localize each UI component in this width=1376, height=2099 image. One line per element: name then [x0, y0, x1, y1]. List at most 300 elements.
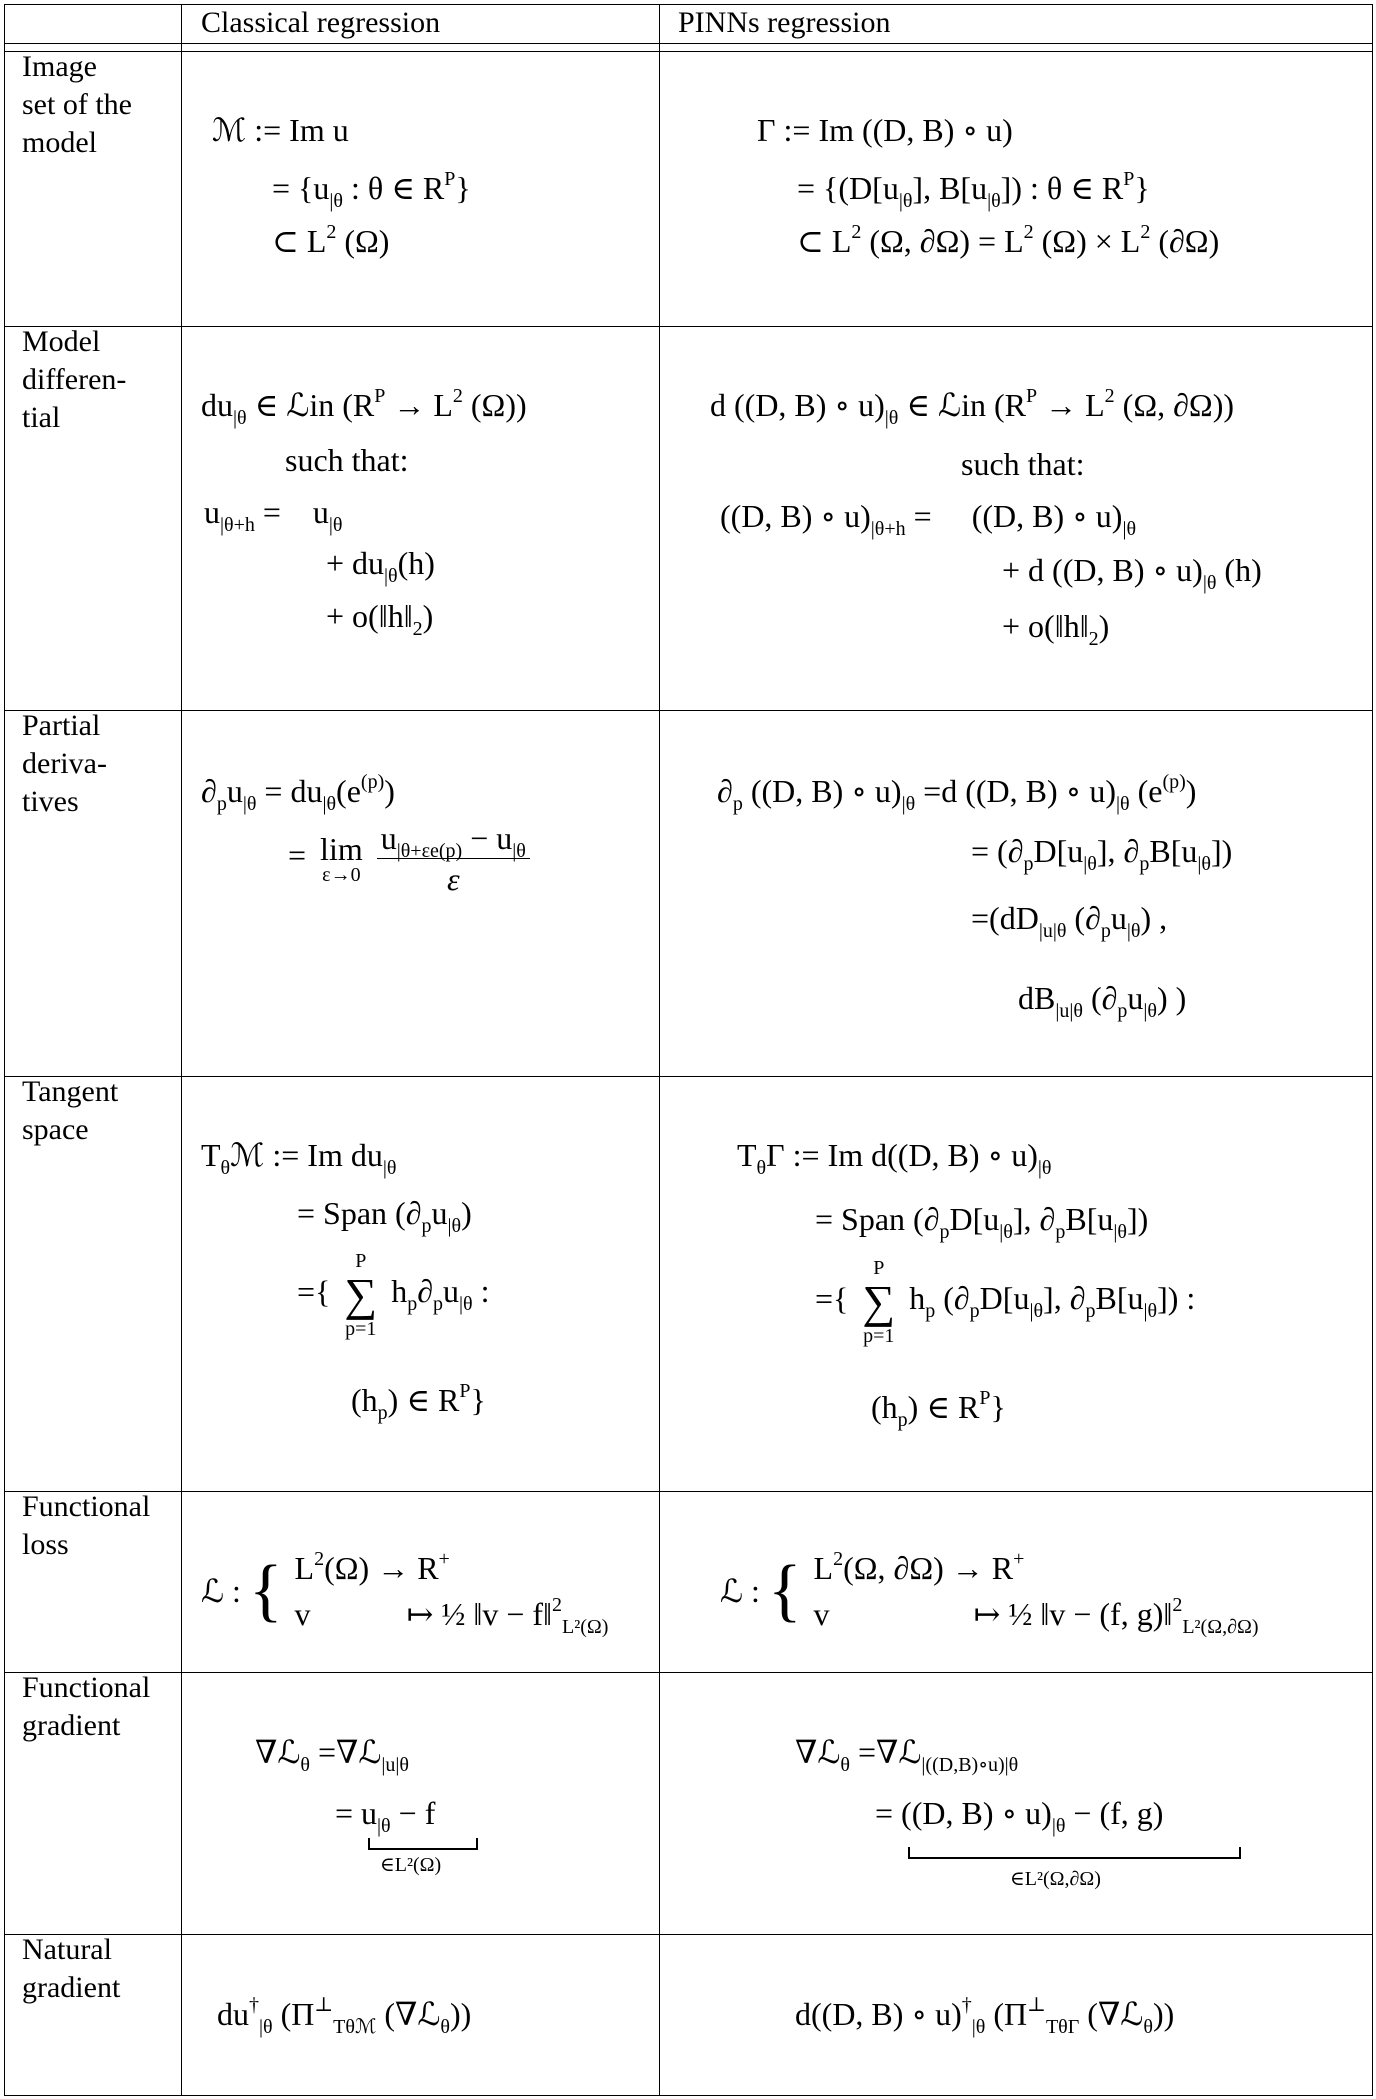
math-superscript: + [438, 1548, 450, 1570]
math-line [795, 1730, 1018, 1774]
math-text: (Ω, ∂Ω) = L [861, 223, 1024, 259]
math-line [204, 490, 343, 534]
math-line [326, 541, 435, 585]
math-text: (Ω) [336, 223, 390, 259]
label-line: differen- [22, 363, 127, 396]
underbrace-label: ∈L²(Ω) [380, 1854, 442, 1876]
math-text: ∂ [717, 773, 733, 809]
left-brace: { [767, 1552, 802, 1629]
math-text: u [1127, 980, 1144, 1016]
underbrace [908, 1847, 1241, 1859]
math-text: h [909, 1280, 926, 1317]
label-line: model [22, 126, 97, 159]
math-text: ]) [1210, 833, 1233, 869]
math-text: + o(‖h‖ [1002, 608, 1089, 644]
math-superscript: ⊥ [1027, 1994, 1046, 2016]
math-line [201, 383, 527, 427]
math-superscript: ⊥ [314, 1994, 334, 2016]
math-subscript: |θ [971, 2016, 986, 2038]
math-text: (Ω) × L [1033, 223, 1141, 259]
equals-sign: = [288, 836, 307, 873]
math-text: (Ω, ∂Ω)) [1114, 387, 1234, 423]
math-superscript: 2 [552, 1594, 563, 1616]
math-line [737, 1133, 1051, 1177]
math-superscript: † [961, 1994, 972, 2016]
math-text: = ((D, B) ∘ u) [905, 498, 1123, 534]
lim-text: lim [320, 830, 363, 867]
math-text: : θ ∈ R [343, 170, 445, 206]
row-label-model-differential [22, 323, 126, 437]
math-text: ((D, B) ∘ u) [742, 773, 902, 809]
math-text: (h [351, 1382, 378, 1418]
math-text: ⊂ L [797, 223, 852, 259]
row-label-tangent-space [22, 1073, 118, 1149]
math-text: d((D, B) ∘ u) [795, 1996, 962, 2032]
math-subscript: |θ [328, 514, 343, 536]
sum-symbol: ∑ [344, 1269, 378, 1320]
math-line [201, 1133, 396, 1177]
mapping-rule [814, 1591, 1259, 1637]
math-subscript: L²(Ω,∂Ω) [1182, 1616, 1259, 1638]
math-subscript: |θ+εe(p) [396, 840, 463, 862]
math-line [815, 1197, 1148, 1241]
row-border [4, 51, 1373, 52]
loss-lhs: ℒ : [720, 1573, 760, 1609]
row-label-natural-gradient [22, 1931, 120, 2007]
math-subscript: |θ [999, 1221, 1013, 1243]
math-subscript: |θ [1143, 1300, 1158, 1323]
math-subscript: |u|θ [1055, 1000, 1083, 1022]
label-line: Image [22, 50, 97, 83]
math-superscript: P [444, 168, 456, 190]
math-text: = Span (∂ [297, 1195, 422, 1231]
underbrace [368, 1838, 478, 1850]
set-open: ={ [815, 1280, 849, 1317]
row-border [4, 1076, 1373, 1077]
math-subscript: p [1023, 853, 1034, 875]
math-line [351, 1378, 486, 1422]
loss-definition-pinns [720, 1545, 1259, 1637]
math-subscript: |θ [242, 793, 257, 815]
column-border [181, 4, 182, 2096]
math-text: ], ∂ [1096, 833, 1140, 869]
math-line [1002, 548, 1262, 592]
math-subscript: p [939, 1221, 950, 1243]
math-text: (∂Ω) [1150, 223, 1220, 259]
math-text: =∇ℒ [849, 1734, 922, 1770]
math-text: )) [450, 1996, 472, 2032]
math-superscript: (p) [1162, 771, 1186, 793]
math-subscript: θ [1143, 2016, 1153, 2038]
math-text: ]) [1126, 1201, 1149, 1237]
math-subscript: |u|θ [381, 1754, 410, 1776]
math-subscript: |θ [259, 2016, 273, 2038]
summation [862, 1257, 895, 1347]
math-line [971, 829, 1232, 873]
math-text: =(dD [971, 900, 1039, 936]
math-text: = {u [272, 170, 330, 206]
math-text: ) [384, 773, 395, 809]
math-text: T [201, 1137, 221, 1173]
math-subscript: |θ [987, 190, 1001, 212]
math-text: such that: [285, 442, 409, 478]
math-text: − u [462, 820, 513, 856]
math-text: ) [1185, 773, 1197, 809]
sum-expression [297, 1250, 490, 1340]
math-text: ∈ ℒin (R [246, 387, 375, 423]
math-subscript: |θ [1143, 1000, 1157, 1022]
header-pinns-regression: PINNs regression [678, 6, 891, 39]
math-text: v ↦ ½ ‖v − (f, g)‖ [813, 1596, 1173, 1632]
math-line [335, 1791, 435, 1835]
math-subscript: |θ [322, 793, 337, 815]
math-superscript: 2 [1172, 1594, 1183, 1616]
math-subscript: |θ [1051, 1815, 1066, 1837]
math-text: − f [390, 1795, 436, 1831]
math-subscript: |θ [1122, 518, 1137, 540]
math-subscript: p [377, 1402, 388, 1424]
math-superscript: 2 [1140, 221, 1151, 243]
math-subscript: p [969, 1300, 980, 1323]
math-text: L [294, 1550, 315, 1586]
math-line [720, 494, 1136, 538]
column-border [4, 4, 5, 2096]
math-text: u [1110, 900, 1127, 936]
math-superscript: 2 [851, 221, 862, 243]
math-text: dB [1018, 980, 1056, 1016]
math-subscript: 2 [412, 618, 423, 640]
math-text: (∇ℒ [1079, 1996, 1144, 2032]
math-line [297, 1191, 472, 1235]
math-superscript: 2 [326, 221, 337, 243]
math-subscript: |θ [382, 1157, 397, 1179]
math-text: = {(D[u [797, 170, 899, 206]
math-subscript: p [1055, 1221, 1066, 1243]
math-subscript: |θ [1115, 793, 1130, 815]
math-subscript: |θ [1037, 1157, 1052, 1179]
math-text: → L [385, 387, 453, 423]
math-text: B[u [1149, 833, 1198, 869]
math-line [795, 1992, 1174, 2036]
math-superscript: 2 [1104, 385, 1115, 407]
math-subscript: 2 [1088, 628, 1099, 650]
math-text: } [1134, 170, 1150, 206]
math-text: + du [326, 545, 385, 581]
label-line: set of the [22, 88, 132, 121]
math-line [285, 438, 409, 482]
math-text: v ↦ ½ ‖v − f‖ [294, 1596, 553, 1632]
math-text: D[u [979, 1280, 1030, 1317]
label-line: Functional [22, 1490, 151, 1523]
math-text: d ((D, B) ∘ u) [710, 387, 885, 423]
sum-lower-limit: p=1 [345, 1318, 377, 1340]
mapping-domain [814, 1545, 1259, 1591]
math-subscript: |θ [884, 407, 899, 429]
math-superscript: 2 [452, 385, 463, 407]
math-superscript: P [1025, 385, 1038, 407]
label-line: Tangent [22, 1075, 119, 1108]
math-text: } [455, 170, 471, 206]
math-text: Γ := Im d((D, B) ∘ u) [766, 1137, 1038, 1173]
column-border [659, 4, 660, 2096]
piecewise-lines [814, 1545, 1259, 1637]
table-bottom-border [4, 2095, 1373, 2096]
math-subscript: |θ [1197, 853, 1211, 875]
column-border [1372, 4, 1373, 2096]
loss-lhs: ℒ : [201, 1573, 241, 1609]
math-subscript: p [732, 793, 743, 815]
math-subscript: |θ [377, 1815, 391, 1837]
math-superscript: P [374, 385, 386, 407]
math-subscript: θ [220, 1157, 231, 1179]
math-text: (e [336, 773, 361, 809]
math-line [217, 1992, 471, 2036]
math-text: ]) : [1157, 1280, 1196, 1317]
math-subscript: |θ [898, 190, 913, 212]
math-superscript: 2 [314, 1548, 325, 1570]
math-subscript: p [925, 1300, 936, 1323]
math-subscript: |θ [901, 793, 916, 815]
math-text: ∂ [201, 773, 217, 809]
math-text: du [201, 387, 233, 423]
math-subscript: p [216, 793, 227, 815]
math-text: Γ := Im ((D, B) ∘ u) [757, 112, 1013, 148]
label-line: tives [22, 785, 79, 818]
math-text: (Ω) → R [324, 1550, 439, 1586]
math-line [961, 442, 1085, 486]
row-border [4, 710, 1373, 711]
limit-operator [320, 830, 363, 886]
math-text: ) [461, 1195, 472, 1231]
set-open: ={ [297, 1273, 331, 1310]
sum-upper-limit: P [873, 1257, 885, 1279]
math-text: =∇ℒ [309, 1734, 382, 1770]
loss-definition-classical [201, 1545, 608, 1637]
label-line: tial [22, 401, 61, 434]
math-text: : [472, 1273, 490, 1310]
math-superscript: (p) [360, 771, 385, 793]
sum-body [909, 1280, 1196, 1323]
math-text: ⊂ L [272, 223, 327, 259]
underbrace-label: ∈L²(Ω,∂Ω) [1010, 1868, 1101, 1890]
math-text: ]) : θ ∈ R [1000, 170, 1124, 206]
label-line: gradient [22, 1971, 121, 2004]
math-text: (e [1129, 773, 1163, 809]
math-subscript: TθΓ [1045, 2016, 1080, 2038]
math-text: u [443, 1273, 460, 1310]
math-line [1018, 976, 1186, 1020]
math-line [871, 1385, 1006, 1429]
math-text: = du [256, 773, 323, 809]
math-text: } [990, 1389, 1006, 1425]
header-classical-regression: Classical regression [201, 6, 441, 39]
math-text: ], ∂ [1043, 1280, 1086, 1317]
math-subscript: p [1117, 1000, 1128, 1022]
math-text: D[u [949, 1201, 1000, 1237]
math-text: (h [871, 1389, 898, 1425]
label-line: gradient [22, 1709, 121, 1742]
mapping-domain [295, 1545, 609, 1591]
row-label-functional-loss [22, 1488, 150, 1564]
math-superscript: P [459, 1380, 471, 1402]
math-text: (h) [1216, 552, 1262, 588]
math-text: (∇ℒ [376, 1996, 441, 2032]
left-brace: { [248, 1552, 283, 1629]
math-subscript: |θ [1202, 572, 1217, 594]
math-line [797, 219, 1219, 263]
math-text: )) [1152, 1996, 1175, 2032]
math-superscript: P [1123, 168, 1135, 190]
math-text: → L [1037, 387, 1105, 423]
math-text: =d ((D, B) ∘ u) [915, 773, 1116, 809]
sum-lower-limit: p=1 [863, 1325, 895, 1347]
math-text: ) ∈ R [907, 1389, 980, 1425]
math-line [971, 896, 1167, 940]
math-text: B[u [1065, 1201, 1114, 1237]
math-subscript: θ [300, 1754, 310, 1776]
math-text: (∂ [1066, 900, 1101, 936]
row-label-partial-derivatives [22, 707, 107, 821]
math-text: ∈ ℒin (R [898, 387, 1026, 423]
math-subscript: p [421, 1215, 432, 1237]
math-superscript: + [1013, 1548, 1025, 1570]
limit-expression [288, 818, 530, 899]
math-subscript: |θ [1126, 920, 1141, 942]
math-subscript: |θ [384, 565, 398, 587]
math-line [797, 166, 1150, 210]
fraction [377, 818, 530, 899]
math-line [272, 166, 471, 210]
math-text: (Π [985, 1996, 1028, 2032]
fraction-denominator: ε [446, 861, 460, 897]
math-line [1002, 604, 1109, 648]
math-text: (Ω)) [462, 387, 527, 423]
math-subscript: p [897, 1409, 908, 1431]
row-border [4, 326, 1373, 327]
math-text: = ((D, B) ∘ u) [875, 1795, 1052, 1831]
math-subscript: |u|θ [1038, 920, 1067, 942]
math-subscript: |θ+h [220, 514, 255, 536]
math-line [710, 383, 1234, 427]
math-text: B[u [1095, 1280, 1144, 1317]
table-top-border [4, 4, 1373, 5]
math-text: ℳ := Im u [212, 112, 349, 148]
math-line [272, 219, 389, 263]
math-subscript: p [1139, 853, 1150, 875]
row-border [4, 1934, 1373, 1935]
math-text: ∂ [417, 1273, 434, 1310]
math-text: h [391, 1273, 408, 1310]
math-text: (h) [397, 545, 435, 581]
math-subscript: p [433, 1293, 444, 1316]
math-line [757, 108, 1013, 152]
math-subscript: |θ [1029, 1300, 1044, 1323]
math-subscript: |θ [1083, 853, 1097, 875]
piecewise-lines [295, 1545, 609, 1637]
math-line [326, 594, 433, 638]
math-subscript: θ [840, 1754, 850, 1776]
row-border [4, 1672, 1373, 1673]
math-text: (∂ [1082, 980, 1118, 1016]
mapping-rule [295, 1591, 609, 1637]
math-text: (Π [272, 1996, 315, 2032]
math-superscript: † [249, 1994, 259, 2016]
math-text: T [737, 1137, 757, 1173]
math-text: − (f, g) [1065, 1795, 1164, 1831]
math-text: u [226, 773, 243, 809]
math-line [201, 769, 395, 813]
math-subscript: |θ [1113, 1221, 1127, 1243]
math-text: = (∂ [971, 833, 1024, 869]
math-superscript: P [979, 1387, 991, 1409]
math-text: ) , [1140, 900, 1168, 936]
math-text: (Ω, ∂Ω) → R [843, 1550, 1014, 1586]
math-subscript: L²(Ω) [562, 1616, 609, 1638]
math-text: ], B[u [912, 170, 988, 206]
sum-symbol: ∑ [862, 1276, 896, 1327]
row-label-functional-gradient [22, 1669, 150, 1745]
label-line: Natural [22, 1933, 112, 1966]
math-text: u [431, 1195, 448, 1231]
label-line: space [22, 1113, 89, 1146]
math-line [875, 1791, 1163, 1835]
label-line: loss [22, 1528, 69, 1561]
math-line [212, 108, 349, 152]
label-line: Partial [22, 709, 101, 742]
math-text: + o(‖h‖ [326, 598, 413, 634]
math-text: + d ((D, B) ∘ u) [1002, 552, 1203, 588]
label-line: deriva- [22, 747, 107, 780]
math-text: ∇ℒ [255, 1734, 301, 1770]
math-subscript: Tθℳ [333, 2016, 377, 2038]
fraction-numerator [377, 818, 530, 862]
math-subscript: θ [756, 1157, 767, 1179]
sum-expression [815, 1257, 1195, 1347]
label-line: Model [22, 325, 101, 358]
row-border [4, 1491, 1373, 1492]
math-text: ∇ℒ [795, 1734, 841, 1770]
math-text: = u [254, 494, 329, 530]
header-bottom-border [4, 43, 1373, 44]
label-line: Functional [22, 1671, 151, 1704]
math-subscript: |θ [512, 840, 526, 862]
math-line [717, 769, 1196, 813]
math-text: ) ) [1157, 980, 1187, 1016]
math-text: L [813, 1550, 834, 1586]
math-line [255, 1730, 409, 1774]
math-subscript: |θ [233, 407, 247, 429]
math-text: ], ∂ [1012, 1201, 1056, 1237]
math-text: ) [422, 598, 434, 634]
math-text: (∂ [935, 1280, 970, 1317]
math-subscript: |θ [447, 1215, 462, 1237]
math-superscript: 2 [1023, 221, 1034, 243]
math-subscript: |θ+h [870, 518, 906, 540]
summation [344, 1250, 377, 1340]
math-text: such that: [961, 446, 1085, 482]
sum-upper-limit: P [355, 1250, 367, 1272]
math-text: } [470, 1382, 486, 1418]
sum-body [391, 1273, 490, 1316]
math-subscript: |θ [459, 1293, 473, 1316]
math-text: = u [335, 1795, 378, 1831]
math-text: ) ∈ R [387, 1382, 460, 1418]
math-text: ((D, B) ∘ u) [720, 498, 871, 534]
math-text: u [380, 820, 397, 856]
math-text: u [204, 494, 220, 530]
math-subscript: p [407, 1293, 418, 1316]
math-subscript: p [1100, 920, 1111, 942]
